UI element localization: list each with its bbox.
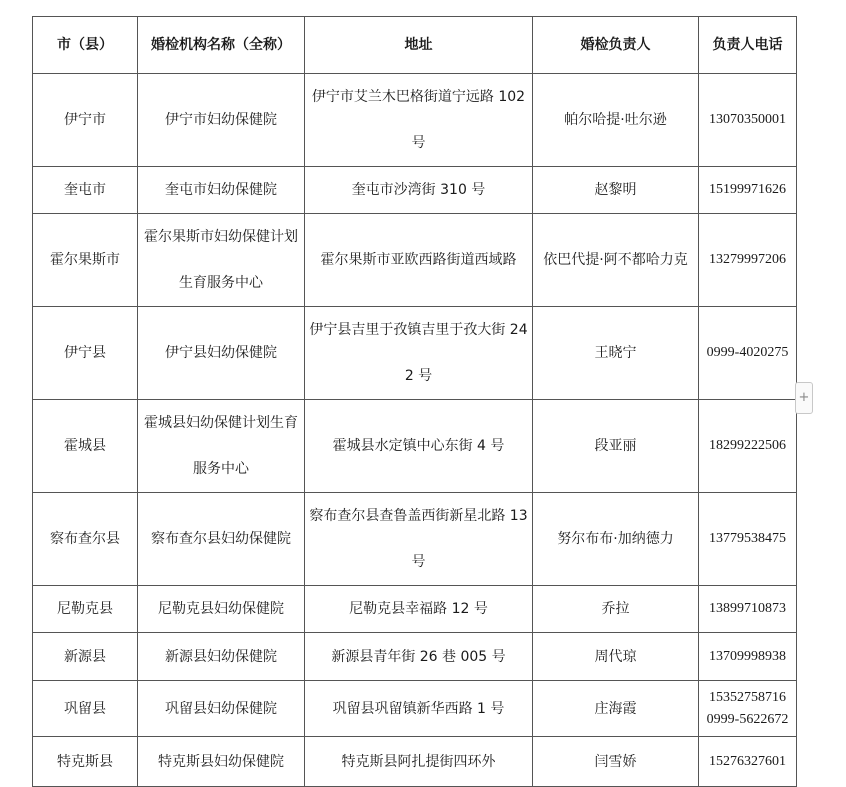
cell-contact: 段亚丽	[533, 400, 699, 493]
cell-phone: 15199971626	[699, 167, 797, 214]
cell-contact: 乔拉	[533, 586, 699, 633]
table-row	[33, 214, 797, 307]
cell-address: 尼勒克县幸福路 12 号	[305, 586, 533, 633]
cell-phone: 18299222506	[699, 400, 797, 493]
cell-org: 霍城县妇幼保健计划生育服务中心	[138, 400, 305, 493]
cell-org: 巩留县妇幼保健院	[138, 681, 305, 737]
table-row	[33, 493, 797, 586]
cell-city: 霍尔果斯市	[33, 214, 138, 307]
cell-org: 伊宁县妇幼保健院	[138, 307, 305, 400]
cell-city: 伊宁县	[33, 307, 138, 400]
cell-address: 霍城县水定镇中心东街 4 号	[305, 400, 533, 493]
cell-address: 特克斯县阿扎提街四环外	[305, 737, 533, 787]
cell-city: 新源县	[33, 633, 138, 681]
cell-address: 奎屯市沙湾街 310 号	[305, 167, 533, 214]
cell-city: 尼勒克县	[33, 586, 138, 633]
cell-city: 察布查尔县	[33, 493, 138, 586]
cell-phone: 13779538475	[699, 493, 797, 586]
table-row	[33, 681, 797, 737]
cell-contact: 周代琼	[533, 633, 699, 681]
cell-org: 察布查尔县妇幼保健院	[138, 493, 305, 586]
cell-address: 伊宁市艾兰木巴格街道宁远路 102 号	[305, 74, 533, 167]
cell-contact: 庄海霞	[533, 681, 699, 737]
cell-city: 奎屯市	[33, 167, 138, 214]
expand-plus-button[interactable]: +	[795, 382, 813, 414]
cell-city: 巩留县	[33, 681, 138, 737]
header-org: 婚检机构名称（全称）	[138, 17, 305, 74]
cell-phone: 15276327601	[699, 737, 797, 787]
cell-phone	[699, 681, 797, 737]
table-row	[33, 737, 797, 787]
phone-line: 15352758716	[709, 689, 786, 705]
cell-city: 霍城县	[33, 400, 138, 493]
cell-phone: 13070350001	[699, 74, 797, 167]
cell-address: 巩留县巩留镇新华西路 1 号	[305, 681, 533, 737]
cell-org: 奎屯市妇幼保健院	[138, 167, 305, 214]
header-city: 市（县）	[33, 17, 138, 74]
header-contact: 婚检负责人	[533, 17, 699, 74]
table-header-row	[33, 17, 797, 74]
cell-org: 霍尔果斯市妇幼保健计划生育服务中心	[138, 214, 305, 307]
document-page	[32, 16, 797, 787]
header-phone: 负责人电话	[699, 17, 797, 74]
cell-org: 尼勒克县妇幼保健院	[138, 586, 305, 633]
table-row	[33, 633, 797, 681]
cell-contact: 帕尔哈提·吐尔逊	[533, 74, 699, 167]
table-row	[33, 307, 797, 400]
cell-contact: 闫雪娇	[533, 737, 699, 787]
cell-address: 伊宁县吉里于孜镇吉里于孜大街 242 号	[305, 307, 533, 400]
cell-org: 特克斯县妇幼保健院	[138, 737, 305, 787]
cell-org: 伊宁市妇幼保健院	[138, 74, 305, 167]
marriage-checkup-table	[32, 16, 797, 787]
cell-city: 伊宁市	[33, 74, 138, 167]
cell-phone: 0999-4020275	[699, 307, 797, 400]
table-row	[33, 400, 797, 493]
table-row	[33, 167, 797, 214]
phone-line: 0999-5622672	[706, 711, 789, 727]
cell-contact: 赵黎明	[533, 167, 699, 214]
cell-contact: 依巴代提·阿不都哈力克	[533, 214, 699, 307]
cell-address: 霍尔果斯市亚欧西路街道西域路	[305, 214, 533, 307]
cell-phone: 13709998938	[699, 633, 797, 681]
cell-org: 新源县妇幼保健院	[138, 633, 305, 681]
cell-phone: 13899710873	[699, 586, 797, 633]
table-row	[33, 586, 797, 633]
cell-contact: 王晓宁	[533, 307, 699, 400]
cell-address: 新源县青年街 26 巷 005 号	[305, 633, 533, 681]
cell-phone: 13279997206	[699, 214, 797, 307]
header-address: 地址	[305, 17, 533, 74]
table-row	[33, 74, 797, 167]
cell-address: 察布查尔县查鲁盖西街新星北路 13 号	[305, 493, 533, 586]
cell-city: 特克斯县	[33, 737, 138, 787]
cell-contact: 努尔布布·加纳德力	[533, 493, 699, 586]
